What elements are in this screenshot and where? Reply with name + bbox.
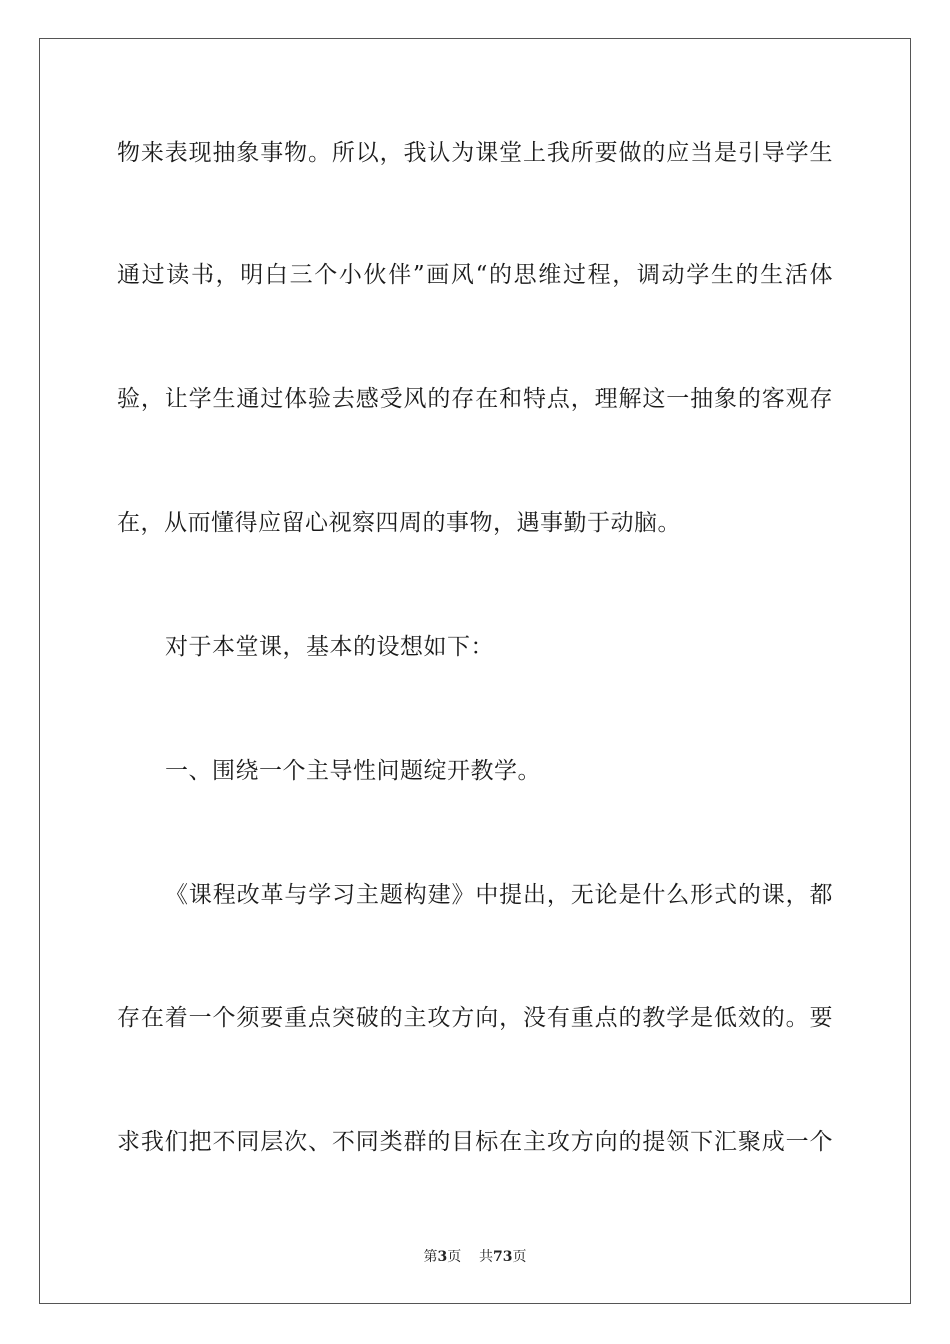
page-suffix: 页 [447, 1249, 462, 1265]
section-heading: 一、围绕一个主导性问题绽开教学。 [165, 758, 541, 784]
body-line-3: 验，让学生通过体验去感受风的存在和特点，理解这一抽象的客观存 [117, 386, 833, 412]
body-line-1: 物来表现抽象事物。所以，我认为课堂上我所要做的应当是引导学生 [117, 140, 833, 166]
total-suffix: 页 [512, 1249, 527, 1265]
body-line-5: 对于本堂课，基本的设想如下： [165, 634, 494, 660]
page-border [39, 38, 911, 1304]
body-line-4: 在，从而懂得应留心视察四周的事物，遇事勤于动脑。 [117, 510, 681, 536]
body-line-8: 存在着一个须要重点突破的主攻方向，没有重点的教学是低效的。要 [117, 1005, 833, 1031]
body-line-2: 通过读书，明白三个小伙伴”画风“的思维过程，调动学生的生活体 [117, 262, 833, 288]
total-prefix: 共 [479, 1249, 494, 1265]
page-prefix: 第 [423, 1249, 438, 1265]
page-footer [0, 1248, 950, 1266]
body-line-7: 《课程改革与学习主题构建》中提出，无论是什么形式的课，都 [165, 882, 833, 908]
body-line-9: 求我们把不同层次、不同类群的目标在主攻方向的提领下汇聚成一个 [117, 1129, 833, 1155]
page-number: 3 [437, 1249, 448, 1265]
total-pages: 73 [493, 1249, 513, 1265]
